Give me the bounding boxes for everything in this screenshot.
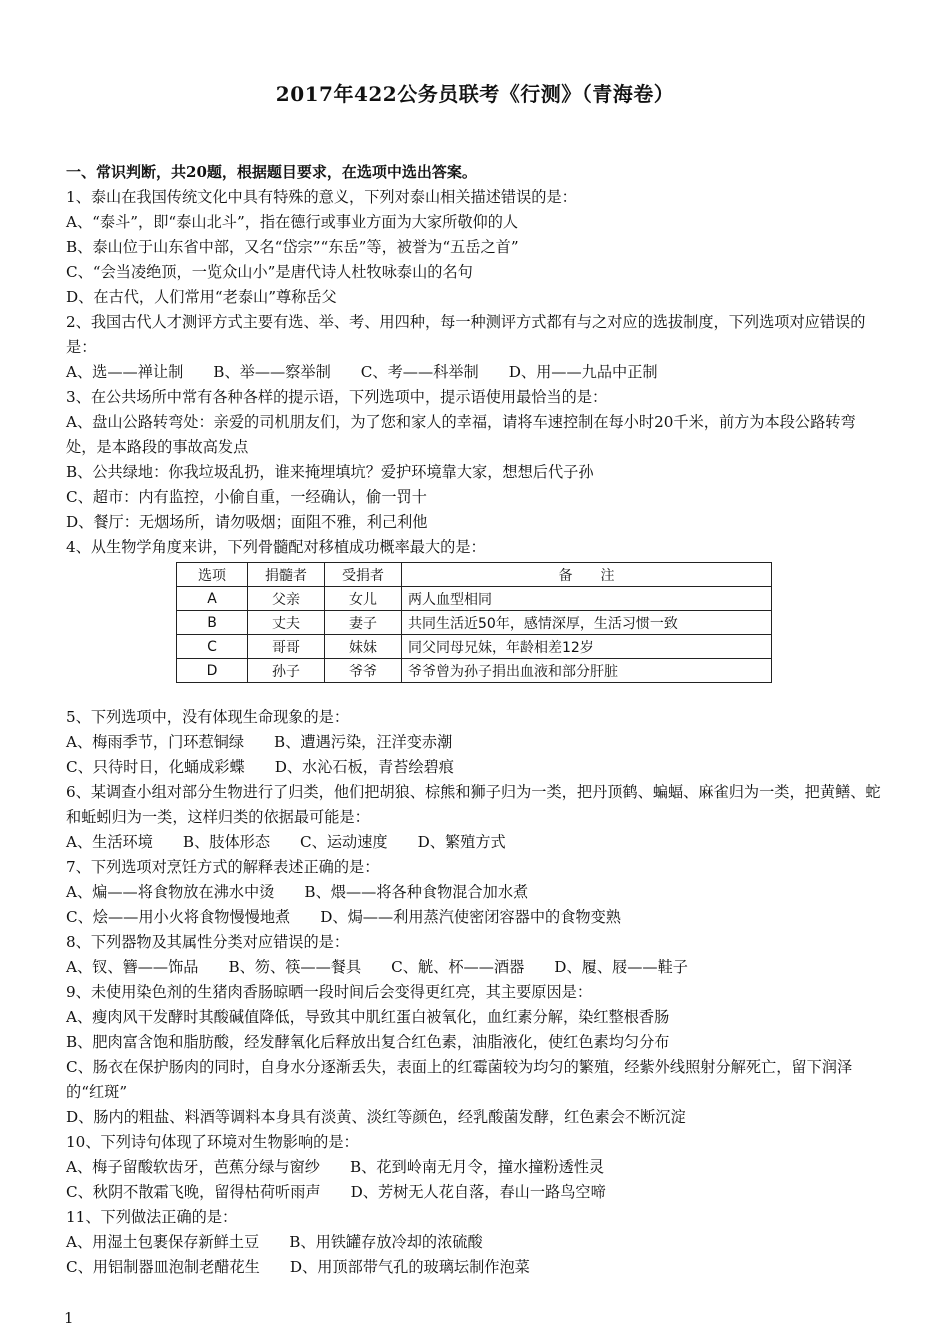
section-heading: 一、常识判断，共20题，根据题目要求，在选项中选出答案。 bbox=[66, 163, 477, 181]
q7-option-c: C、烩——用小火将食物慢慢地煮 bbox=[66, 908, 291, 926]
q2-stem: 2、我国古代人才测评方式主要有选、举、考、用四种，每一种测评方式都有与之对应的选拔制度，下列选项对应错误的是： bbox=[66, 313, 866, 356]
page-number: 1 bbox=[64, 1309, 74, 1327]
table-cell: 妹妹 bbox=[325, 635, 402, 659]
table-cell: 丈夫 bbox=[248, 611, 325, 635]
q11-stem: 11、下列做法正确的是： bbox=[66, 1208, 238, 1226]
q3-option-b: B、公共绿地：你我垃圾乱扔，谁来掩埋填坑？爱护环境靠大家，想想后代子孙 bbox=[66, 463, 594, 481]
q7-option-d: D、焗——利用蒸汽使密闭容器中的食物变熟 bbox=[320, 908, 621, 926]
q11-options-ab bbox=[66, 1230, 886, 1255]
q9-option-a: A、瘦肉风干发酵时其酸碱值降低，导致其中肌红蛋白被氧化，血红素分解，染红整根香肠 bbox=[66, 1008, 670, 1026]
q8-option-c: C、觥、杯——酒器 bbox=[391, 958, 525, 976]
q7-option-b: B、煨——将各种食物混合加水煮 bbox=[304, 883, 529, 901]
table-row bbox=[177, 635, 772, 659]
q1-option-a: A、“泰斗”，即“泰山北斗”，指在德行或事业方面为大家所敬仰的人 bbox=[66, 213, 519, 231]
page-title: 2017年422公务员联考《行测》（青海卷） bbox=[275, 82, 675, 106]
q3-option-c: C、超市：内有监控，小偷自重，一经确认，偷一罚十 bbox=[66, 488, 427, 506]
q10-option-b: B、花到岭南无月令，撞水撞粉透性灵 bbox=[349, 1158, 605, 1176]
table-cell: A bbox=[177, 587, 248, 611]
q7-stem: 7、下列选项对烹饪方式的解释表述正确的是： bbox=[66, 858, 380, 876]
q5-option-a: A、梅雨季节，门环惹铜绿 bbox=[66, 733, 245, 751]
q10-option-c: C、秋阴不散霜飞晚，留得枯荷听雨声 bbox=[66, 1183, 321, 1201]
q8-option-a: A、钗、簪——饰品 bbox=[66, 958, 199, 976]
q4-stem: 4、从生物学角度来讲，下列骨髓配对移植成功概率最大的是： bbox=[66, 538, 486, 556]
q6-stem: 6、某调查小组对部分生物进行了归类，他们把胡狼、棕熊和狮子归为一类，把丹顶鹤、蝙蝠、麻雀归为一类，把黄鳝、蛇和蚯蚓归为一类，这样归类的依据最可能是： bbox=[66, 783, 881, 826]
q8-option-d: D、履、屐——鞋子 bbox=[554, 958, 688, 976]
q10-stem: 10、下列诗句体现了环境对生物影响的是： bbox=[66, 1133, 359, 1151]
table-cell: 爷爷曾为孙子捐出血液和部分肝脏 bbox=[402, 659, 772, 683]
q5-options-ab bbox=[66, 730, 886, 755]
q5-option-c: C、只待时日，化蛹成彩蝶 bbox=[66, 758, 245, 776]
q3-stem: 3、在公共场所中常有各种各样的提示语，下列选项中，提示语使用最恰当的是： bbox=[66, 388, 608, 406]
q6-option-d: D、繁殖方式 bbox=[417, 833, 506, 851]
q1-option-d: D、在古代，人们常用“老泰山”尊称岳父 bbox=[66, 288, 337, 306]
exam-content bbox=[66, 160, 886, 1280]
q9-option-b: B、肥肉富含饱和脂肪酸，经发酵氧化后释放出复合红色素，油脂液化，使红色素均匀分布 bbox=[66, 1033, 670, 1051]
q7-options-ab bbox=[66, 880, 886, 905]
q6-options bbox=[66, 830, 886, 855]
q3-option-a: A、盘山公路转弯处：亲爱的司机朋友们，为了您和家人的幸福，请将车速控制在每小时20千米，前方为本段公路转弯处，是本路段的事故高发点 bbox=[66, 413, 856, 456]
q5-options-cd bbox=[66, 755, 886, 780]
q10-option-d: D、芳树无人花自落，春山一路鸟空啼 bbox=[350, 1183, 606, 1201]
q8-options bbox=[66, 955, 886, 980]
q10-option-a: A、梅子留酸软齿牙，芭蕉分绿与窗纱 bbox=[66, 1158, 320, 1176]
table-cell: 妻子 bbox=[325, 611, 402, 635]
q11-option-b: B、用铁罐存放冷却的浓硫酸 bbox=[289, 1233, 483, 1251]
q9-option-d: D、肠内的粗盐、料酒等调料本身具有淡黄、淡红等颜色，经乳酸菌发酵，红色素会不断沉淀 bbox=[66, 1108, 686, 1126]
table-header: 选项 bbox=[177, 563, 248, 587]
q1-stem: 1、泰山在我国传统文化中具有特殊的意义，下列对泰山相关描述错误的是： bbox=[66, 188, 577, 206]
table-header-row bbox=[177, 563, 772, 587]
table-cell: 共同生活近50年，感情深厚，生活习惯一致 bbox=[402, 611, 772, 635]
table-header: 捐髓者 bbox=[248, 563, 325, 587]
q11-options-cd bbox=[66, 1255, 886, 1280]
table-cell: C bbox=[177, 635, 248, 659]
table-cell: 爷爷 bbox=[325, 659, 402, 683]
bone-marrow-table bbox=[176, 562, 772, 683]
table-header: 受捐者 bbox=[325, 563, 402, 587]
q2-option-d: D、用——九品中正制 bbox=[508, 363, 658, 381]
table-cell: D bbox=[177, 659, 248, 683]
q10-options-ab bbox=[66, 1155, 886, 1180]
table-cell: 两人血型相同 bbox=[402, 587, 772, 611]
q2-option-a: A、选——禅让制 bbox=[66, 363, 184, 381]
table-cell: 父亲 bbox=[248, 587, 325, 611]
q2-options bbox=[66, 360, 886, 385]
table-cell: 哥哥 bbox=[248, 635, 325, 659]
q1-option-b: B、泰山位于山东省中部，又名“岱宗”“东岳”等，被誉为“五岳之首” bbox=[66, 238, 519, 256]
spacer bbox=[66, 683, 886, 705]
table-cell: 同父同母兄妹，年龄相差12岁 bbox=[402, 635, 772, 659]
q5-stem: 5、下列选项中，没有体现生命现象的是： bbox=[66, 708, 350, 726]
q6-option-a: A、生活环境 bbox=[66, 833, 153, 851]
q7-option-a: A、煸——将食物放在沸水中烫 bbox=[66, 883, 275, 901]
q11-option-c: C、用铝制器皿泡制老醋花生 bbox=[66, 1258, 260, 1276]
q3-option-d: D、餐厅：无烟场所，请勿吸烟；面阻不雅，利己利他 bbox=[66, 513, 428, 531]
q1-option-c: C、“会当凌绝顶，一览众山小”是唐代诗人杜牧咏泰山的名句 bbox=[66, 263, 473, 281]
table-row bbox=[177, 611, 772, 635]
q9-option-c: C、肠衣在保护肠肉的同时，自身水分逐渐丢失，表面上的红霉菌较为均匀的繁殖，经紫外线照射分解死亡，留下润泽的“红斑” bbox=[66, 1058, 853, 1101]
table-cell: B bbox=[177, 611, 248, 635]
q8-stem: 8、下列器物及其属性分类对应错误的是： bbox=[66, 933, 350, 951]
q9-stem: 9、未使用染色剂的生猪肉香肠晾晒一段时间后会变得更红亮，其主要原因是： bbox=[66, 983, 593, 1001]
table-row bbox=[177, 587, 772, 611]
q5-option-b: B、遭遇污染，汪洋变赤潮 bbox=[274, 733, 453, 751]
table-header: 备 注 bbox=[402, 563, 772, 587]
q2-option-b: B、举——察举制 bbox=[213, 363, 331, 381]
table-cell: 孙子 bbox=[248, 659, 325, 683]
q6-option-b: B、肢体形态 bbox=[182, 833, 271, 851]
q6-option-c: C、运动速度 bbox=[300, 833, 388, 851]
table-cell: 女儿 bbox=[325, 587, 402, 611]
q10-options-cd bbox=[66, 1180, 886, 1205]
q11-option-a: A、用湿土包裹保存新鲜土豆 bbox=[66, 1233, 260, 1251]
q2-option-c: C、考——科举制 bbox=[360, 363, 479, 381]
q11-option-d: D、用顶部带气孔的玻璃坛制作泡菜 bbox=[289, 1258, 530, 1276]
q8-option-b: B、笏、筷——餐具 bbox=[228, 958, 362, 976]
q7-options-cd bbox=[66, 905, 886, 930]
q5-option-d: D、水沁石板，青苔绘碧痕 bbox=[274, 758, 454, 776]
table-row bbox=[177, 659, 772, 683]
